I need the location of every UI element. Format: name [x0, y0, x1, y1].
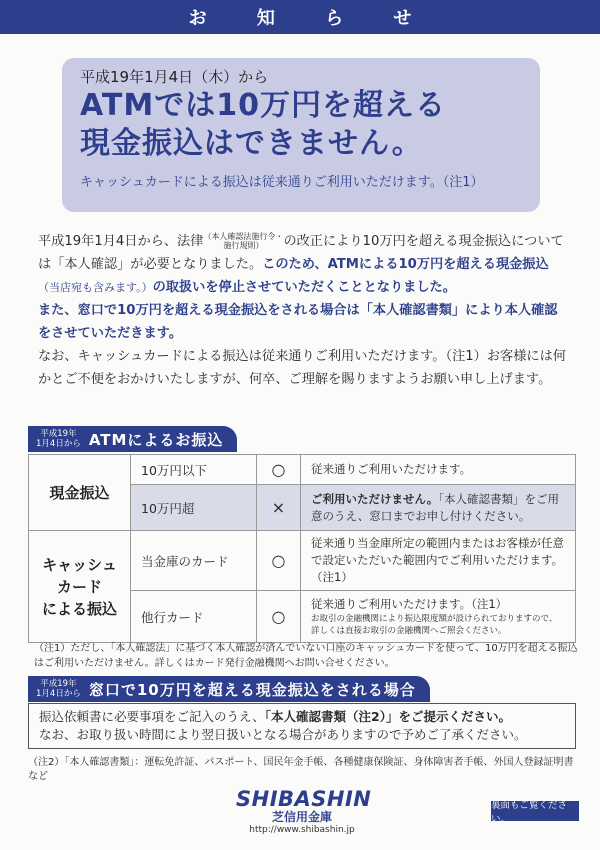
see-reverse-label	[491, 800, 579, 825]
counter-section-date-2: 1月4日から	[36, 689, 81, 699]
law-paren-2: 施行規則	[223, 241, 256, 250]
counter-line-1b: 「本人確認書類（注2）」をご提示ください。	[264, 709, 511, 724]
row-note-text: 従来通りご利用いただけます。（注1）	[311, 597, 508, 611]
atm-section-date-2: 1月4日から	[36, 439, 81, 449]
atm-transfer-table	[28, 454, 576, 643]
row-note	[301, 591, 576, 643]
p1-part-d: このため、ATMによる10万円を超える	[262, 257, 496, 272]
shibashin-logo	[236, 787, 372, 835]
footnote-1: （注1）ただし、「本人確認法」に基づく本人確認が済んでいない口座のキャッシュカードを使って、10万円を超える振込はご利用いただけません。詳しくはカード発行金融機関へお問い合せください。	[34, 643, 578, 669]
row-sub-label: 10万円以下	[131, 455, 257, 485]
atm-section-header	[28, 426, 237, 452]
row-sub-label: 当金庫のカード	[131, 531, 257, 591]
row-note-text: 「本人確認書類」をご用意のうえ、窓口までお申し付けください。	[311, 491, 559, 523]
counter-line-1	[39, 708, 565, 726]
row-sub-label: 10万円超	[131, 485, 257, 531]
atm-section-date	[36, 429, 81, 449]
counter-section-date-1: 平成19年	[40, 679, 77, 689]
row-note: 従来通り当金庫所定の範囲内またはお客様が任意で設定いただいた範囲内でご利用いただけます。（注1）	[301, 531, 576, 591]
p1-part-b: の改正により10万円を超える現金振込につ	[283, 234, 538, 249]
counter-instructions-box	[28, 703, 576, 749]
row-note: 従来通りご利用いただけます。	[301, 455, 576, 485]
logo-text-en: SHIBASHIN	[236, 787, 372, 811]
notice-header	[0, 0, 600, 34]
counter-section-header	[28, 676, 430, 702]
cross-mark: ×	[257, 485, 301, 531]
headline-title-line2: 現金振込はできません。	[80, 126, 423, 161]
row-note-bold: ご利用いただけません。	[311, 491, 439, 506]
row-note-small: お取引の金融機関により振込限度額が設けられておりますので、詳しくは直接お取引の金融機関へご照会ください。	[311, 614, 558, 636]
cash-transfer-label: 現金振込	[29, 455, 131, 531]
card-transfer-label	[29, 531, 131, 643]
counter-line-2: なお、お取り扱い時間により翌日扱いとなる場合がありますので予めご了承ください。	[39, 727, 527, 742]
p1-part-e: 現金振込	[495, 257, 549, 272]
body-text	[38, 230, 568, 391]
see-reverse-text: 裏面もご覧ください。	[491, 800, 568, 825]
footnote-2: （注2）「本人確認書類」：運転免許証、パスポート、国民年金手帳、各種健康保険証、身体障害者手帳、外国人登録証明書 など	[28, 757, 584, 782]
table-row	[29, 455, 576, 485]
row-sub-label: 他行カード	[131, 591, 257, 643]
p1-part-g: の取扱いを停止させていただくこととなりました。	[152, 280, 456, 295]
headline-date: 平成19年1月4日（木）から	[80, 68, 269, 86]
counter-section-title: 窓口で10万円を超える現金振込をされる場合	[88, 680, 416, 699]
circle-mark: ○	[257, 531, 301, 591]
row-note	[301, 485, 576, 531]
paragraph-2: また、窓口で10万円を超える現金振込をされる場合は「本人確認書類」により本人確認をさせていただきます。	[38, 303, 558, 341]
card-label-3: による振込	[41, 599, 117, 618]
p1-part-f: （当店宛も含みます。）	[38, 281, 153, 294]
card-label-2: カード	[56, 577, 102, 596]
atm-section-date-1: 平成19年	[40, 429, 77, 439]
paragraph-3: なお、キャッシュカードによる振込は従来通りご利用いただけます。（注1）お客様には何かとご不便をおかけいたしますが、何卒、ご理解を賜りますようお願い申し上げます。	[38, 349, 566, 387]
card-label-1: キャッシュ	[42, 555, 117, 574]
paragraph-1	[38, 230, 568, 299]
circle-mark: ○	[257, 455, 301, 485]
p1-part-a: 平成19年1月4日から、法律	[38, 234, 204, 249]
notice-title: お 知 ら せ	[188, 8, 434, 29]
counter-line-1a: 振込依頼書に必要事項をご記入のうえ、	[39, 709, 265, 724]
headline-subtitle: キャッシュカードによる振込は従来通りご利用いただけます。（注1）	[80, 175, 484, 190]
counter-section-date	[36, 679, 81, 699]
p1-part-c: いては「本人確認」が必要となりました。	[38, 234, 564, 272]
circle-mark: ○	[257, 591, 301, 643]
website-url: http://www.shibashin.jp	[249, 825, 355, 835]
headline-title-line1: ATMでは10万円を超える	[80, 88, 446, 123]
law-paren-1: 本人確認法施行令・	[211, 232, 284, 241]
logo-text-jp: 芝信用金庫	[271, 810, 332, 824]
headline-box	[62, 58, 540, 212]
law-paren: （本人確認法施行令・ 施行規則）	[203, 232, 284, 250]
table-row	[29, 531, 576, 591]
atm-section-title: ATMによるお振込	[88, 430, 224, 449]
